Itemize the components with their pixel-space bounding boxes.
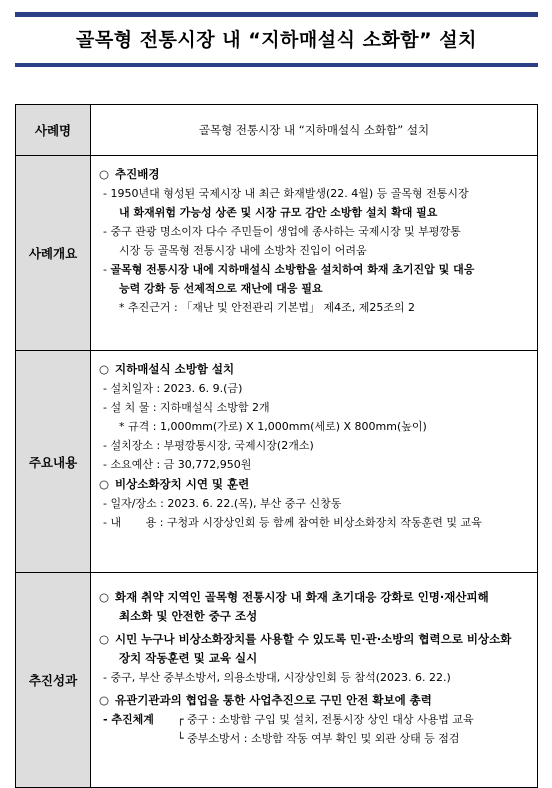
- circle-bullet-icon: ○: [99, 693, 110, 707]
- spec-note: * 규격 : 1,000mm(가로) X 1,000mm(세로) X 800mm(높이): [119, 420, 427, 433]
- title-block: [15, 12, 538, 67]
- result-item: ○ 유관기관과의 협업을 통한 사업추진으로 구민 안전 확보에 총력: [99, 693, 432, 707]
- row-label: 추진성과: [16, 573, 91, 788]
- row-label: 사례명: [16, 105, 91, 156]
- row-content: [16, 351, 538, 573]
- detail-item: - 소요예산 : 금 30,772,950원: [103, 458, 252, 471]
- overview-content: [91, 156, 538, 351]
- bullet-continuation: 능력 강화 등 선제적으로 재난에 대응 필요: [119, 282, 323, 295]
- result-continuation: 장치 작동훈련 및 교육 실시: [119, 651, 258, 665]
- result-sub-item: - 중구, 부산 중부소방서, 의용소방대, 시장상인회 등 참석(2023. 6. 22.): [103, 671, 451, 684]
- system-item: ┌ 중구 : 소방함 구입 및 설치, 전통시장 상인 대상 사용법 교육: [177, 713, 474, 726]
- bullet-continuation: 내 화재위험 가능성 상존 및 시장 규모 감안 소방함 설치 확대 필요: [119, 206, 438, 219]
- bullet-continuation: 시장 등 골목형 전통시장 내에 소방차 진입이 어려움: [119, 244, 367, 257]
- title-bottom-rule: [15, 63, 538, 67]
- circle-bullet-icon: ○: [99, 632, 110, 646]
- content-details: [91, 351, 538, 573]
- page-title: 골목형 전통시장 내 “지하매설식 소화함” 설치: [76, 29, 477, 51]
- result-item: ○ 화재 취약 지역인 골목형 전통시장 내 화재 초기대응 강화로 인명·재산피해: [99, 590, 489, 604]
- row-overview: [16, 156, 538, 351]
- detail-item: - 일자/장소 : 2023. 6. 22.(목), 부산 중구 신창동: [103, 497, 342, 510]
- row-label: 사례개요: [16, 156, 91, 351]
- circle-bullet-icon: ○: [99, 167, 110, 181]
- row-case-name: [16, 105, 538, 156]
- row-results: [16, 573, 538, 788]
- section-heading: ○ 비상소화장치 시연 및 훈련: [99, 477, 250, 491]
- circle-bullet-icon: ○: [99, 590, 110, 604]
- bullet-item: - 골목형 전통시장 내에 지하매설식 소방함을 설치하여 화재 초기진압 및 대응: [103, 263, 475, 276]
- implementation-system: [99, 710, 527, 748]
- circle-bullet-icon: ○: [99, 362, 110, 376]
- detail-item: - 설 치 물 : 지하매설식 소방함 2개: [103, 401, 270, 414]
- detail-item: - 설치장소 : 부평깡통시장, 국제시장(2개소): [103, 439, 314, 452]
- case-name-text: 골목형 전통시장 내 “지하매설식 소화함” 설치: [91, 105, 538, 156]
- case-table: [15, 104, 538, 788]
- system-item: └ 중부소방서 : 소방함 작동 여부 확인 및 외관 상태 등 점검: [177, 732, 460, 745]
- section-heading: ○ 추진배경: [99, 167, 160, 181]
- section-heading: ○ 지하매설식 소방함 설치: [99, 362, 235, 376]
- results-content: [91, 573, 538, 788]
- detail-item: - 내 용 : 구청과 시장상인회 등 함께 참여한 비상소화장치 작동훈련 및 교육: [103, 516, 482, 529]
- system-label: - 추진체계: [103, 713, 154, 726]
- result-continuation: 최소화 및 안전한 중구 조성: [119, 609, 258, 623]
- bullet-item: - 1950년대 형성된 국제시장 내 최근 화재발생(22. 4월) 등 골목형 전통시장: [103, 187, 469, 200]
- bullet-item: - 중구 관광 명소이자 다수 주민들이 생업에 종사하는 국제시장 및 부평깡통: [103, 225, 461, 238]
- system-items: [177, 710, 474, 748]
- result-item: ○ 시민 누구나 비상소화장치를 사용할 수 있도록 민·관·소방의 협력으로 비상소화: [99, 632, 512, 646]
- legal-basis-note: * 추진근거 : 「재난 및 안전관리 기본법」 제4조, 제25조의 2: [119, 301, 416, 314]
- row-label: 주요내용: [16, 351, 91, 573]
- circle-bullet-icon: ○: [99, 477, 110, 491]
- detail-item: - 설치일자 : 2023. 6. 9.(금): [103, 382, 243, 395]
